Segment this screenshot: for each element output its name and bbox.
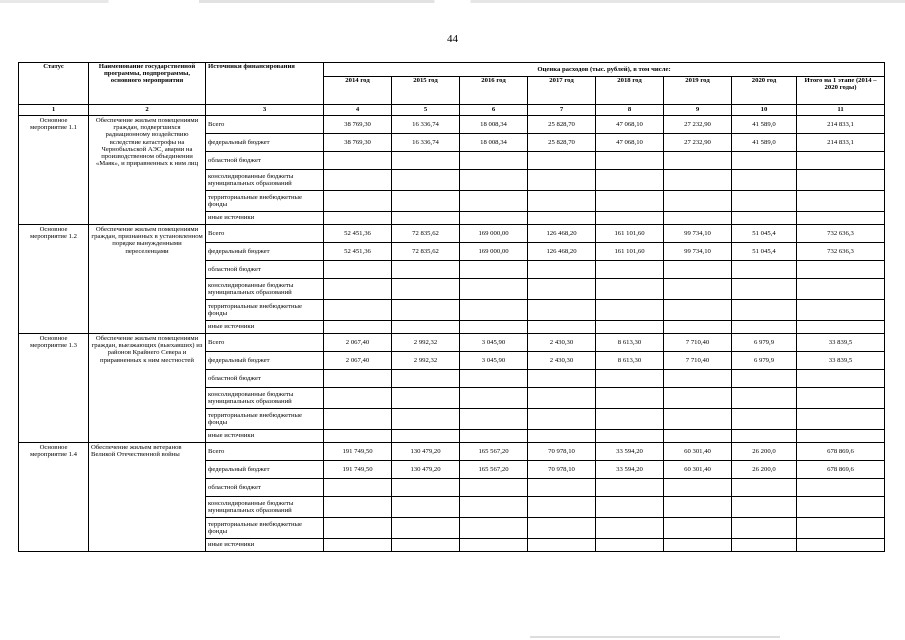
amount-cell: 165 567,20 (460, 443, 528, 461)
amount-cell: 8 613,30 (596, 352, 664, 370)
amount-cell (797, 300, 885, 321)
amount-cell (392, 430, 460, 443)
amount-cell (797, 497, 885, 518)
amount-cell (392, 388, 460, 409)
amount-cell (797, 539, 885, 552)
measure-name: Обеспечение жильем помещениями граждан, признанных в установленном порядке вынужденными переселенцами (89, 225, 206, 334)
amount-cell: 25 828,70 (528, 116, 596, 134)
amount-cell (460, 279, 528, 300)
amount-cell: 161 101,60 (596, 225, 664, 243)
amount-cell: 191 749,50 (324, 443, 392, 461)
amount-cell (797, 279, 885, 300)
funding-source: территориальные внебюджетные фонды (206, 300, 324, 321)
amount-cell (392, 261, 460, 279)
amount-cell: 169 000,00 (460, 225, 528, 243)
amount-cell: 678 869,6 (797, 461, 885, 479)
measure-name: Обеспечение жильем помещениями граждан, выезжающих (выехавших) из районов Крайнего Севера и приравненных к ним местностей (89, 334, 206, 443)
amount-cell (460, 212, 528, 225)
funding-source: областной бюджет (206, 370, 324, 388)
amount-cell (392, 539, 460, 552)
amount-cell (664, 388, 732, 409)
amount-cell: 130 479,20 (392, 443, 460, 461)
amount-cell: 70 978,10 (528, 443, 596, 461)
header-source: Источники финансирования (206, 63, 324, 105)
measure-status: Основное мероприятие 1.3 (19, 334, 89, 443)
column-number: 11 (797, 105, 885, 116)
amount-cell: 38 769,30 (324, 116, 392, 134)
amount-cell: 60 301,40 (664, 443, 732, 461)
funding-source: федеральный бюджет (206, 243, 324, 261)
amount-cell: 3 045,90 (460, 334, 528, 352)
amount-cell (528, 191, 596, 212)
budget-table (18, 62, 885, 552)
amount-cell: 2 992,32 (392, 334, 460, 352)
amount-cell (596, 321, 664, 334)
amount-cell (596, 518, 664, 539)
amount-cell: 27 232,90 (664, 134, 732, 152)
amount-cell (596, 152, 664, 170)
amount-cell: 99 734,10 (664, 243, 732, 261)
column-number: 1 (19, 105, 89, 116)
amount-cell (732, 261, 797, 279)
header-estimate: Оценка расходов (тыс. рублей), в том числе: (324, 63, 885, 77)
amount-cell: 47 068,10 (596, 116, 664, 134)
funding-source: Всего (206, 443, 324, 461)
amount-cell: 2 067,40 (324, 334, 392, 352)
column-number: 2 (89, 105, 206, 116)
amount-cell (664, 279, 732, 300)
measure-name: Обеспечение жильем помещениями граждан, подвергшихся радиационному воздействию вследствие катастрофы на Чернобыльской АЭС, аварии на производственном объединении «Маяк», и приравненных к ним лиц (89, 116, 206, 225)
amount-cell (392, 191, 460, 212)
amount-cell (324, 152, 392, 170)
funding-source: консолидированные бюджеты муниципальных образований (206, 497, 324, 518)
amount-cell (596, 212, 664, 225)
amount-cell (664, 300, 732, 321)
funding-source: иные источники (206, 321, 324, 334)
amount-cell (528, 430, 596, 443)
amount-cell (797, 152, 885, 170)
amount-cell (732, 321, 797, 334)
amount-cell (528, 479, 596, 497)
amount-cell: 169 000,00 (460, 243, 528, 261)
amount-cell (596, 479, 664, 497)
funding-source: областной бюджет (206, 152, 324, 170)
amount-cell (797, 388, 885, 409)
amount-cell: 2 430,30 (528, 334, 596, 352)
column-number: 6 (460, 105, 528, 116)
amount-cell (460, 430, 528, 443)
amount-cell (797, 321, 885, 334)
funding-source: консолидированные бюджеты муниципальных образований (206, 170, 324, 191)
amount-cell (664, 212, 732, 225)
amount-cell: 72 835,62 (392, 243, 460, 261)
amount-cell (324, 370, 392, 388)
amount-cell (797, 430, 885, 443)
amount-cell: 38 769,30 (324, 134, 392, 152)
amount-cell: 165 567,20 (460, 461, 528, 479)
table-body (19, 116, 885, 552)
amount-cell (324, 388, 392, 409)
amount-cell (797, 518, 885, 539)
amount-cell (392, 279, 460, 300)
amount-cell: 130 479,20 (392, 461, 460, 479)
table-header (19, 63, 885, 116)
amount-cell (596, 261, 664, 279)
amount-cell (528, 300, 596, 321)
amount-cell (732, 279, 797, 300)
amount-cell: 214 833,1 (797, 134, 885, 152)
amount-cell: 732 636,3 (797, 225, 885, 243)
amount-cell: 51 045,4 (732, 225, 797, 243)
table-row (19, 225, 885, 243)
amount-cell (596, 370, 664, 388)
amount-cell (324, 191, 392, 212)
column-number: 7 (528, 105, 596, 116)
funding-source: территориальные внебюджетные фонды (206, 191, 324, 212)
amount-cell: 25 828,70 (528, 134, 596, 152)
funding-source: иные источники (206, 430, 324, 443)
amount-cell: 8 613,30 (596, 334, 664, 352)
amount-cell (664, 370, 732, 388)
table-row (19, 116, 885, 134)
header-status: Статус (19, 63, 89, 105)
amount-cell (392, 212, 460, 225)
amount-cell: 47 068,10 (596, 134, 664, 152)
funding-source: Всего (206, 116, 324, 134)
amount-cell (392, 152, 460, 170)
amount-cell: 18 008,34 (460, 116, 528, 134)
amount-cell: 60 301,40 (664, 461, 732, 479)
amount-cell (797, 409, 885, 430)
amount-cell: 18 008,34 (460, 134, 528, 152)
amount-cell: 52 451,36 (324, 243, 392, 261)
amount-cell: 2 067,40 (324, 352, 392, 370)
funding-source: территориальные внебюджетные фонды (206, 409, 324, 430)
amount-cell: 51 045,4 (732, 243, 797, 261)
funding-source: территориальные внебюджетные фонды (206, 518, 324, 539)
amount-cell (324, 518, 392, 539)
header-name: Наименование государственной программы, подпрограммы, основного мероприятия (89, 63, 206, 105)
header-year: 2020 год (732, 77, 797, 105)
amount-cell (664, 152, 732, 170)
amount-cell: 2 430,30 (528, 352, 596, 370)
amount-cell (324, 261, 392, 279)
amount-cell (528, 212, 596, 225)
amount-cell: 16 336,74 (392, 116, 460, 134)
header-year: 2016 год (460, 77, 528, 105)
scan-edge-top (0, 0, 905, 3)
amount-cell: 191 749,50 (324, 461, 392, 479)
amount-cell (797, 191, 885, 212)
amount-cell: 7 710,40 (664, 352, 732, 370)
amount-cell (392, 497, 460, 518)
column-number: 4 (324, 105, 392, 116)
header-year: 2017 год (528, 77, 596, 105)
amount-cell (664, 170, 732, 191)
amount-cell (528, 261, 596, 279)
amount-cell (528, 518, 596, 539)
funding-source: Всего (206, 334, 324, 352)
amount-cell: 214 833,1 (797, 116, 885, 134)
amount-cell (596, 191, 664, 212)
amount-cell (596, 300, 664, 321)
amount-cell (324, 497, 392, 518)
amount-cell (392, 321, 460, 334)
amount-cell (596, 279, 664, 300)
amount-cell (460, 191, 528, 212)
amount-cell (664, 409, 732, 430)
amount-cell (392, 300, 460, 321)
funding-source: федеральный бюджет (206, 461, 324, 479)
amount-cell (460, 170, 528, 191)
amount-cell (460, 409, 528, 430)
measure-status: Основное мероприятие 1.4 (19, 443, 89, 552)
column-number: 10 (732, 105, 797, 116)
amount-cell: 678 869,6 (797, 443, 885, 461)
amount-cell (324, 430, 392, 443)
amount-cell (596, 539, 664, 552)
amount-cell: 33 839,5 (797, 334, 885, 352)
amount-cell (732, 497, 797, 518)
amount-cell (460, 152, 528, 170)
amount-cell (528, 388, 596, 409)
amount-cell (460, 321, 528, 334)
funding-source: Всего (206, 225, 324, 243)
amount-cell (460, 370, 528, 388)
amount-cell (460, 388, 528, 409)
header-year: 2014 год (324, 77, 392, 105)
amount-cell (596, 409, 664, 430)
amount-cell (528, 409, 596, 430)
amount-cell: 3 045,90 (460, 352, 528, 370)
amount-cell (664, 430, 732, 443)
amount-cell (732, 370, 797, 388)
amount-cell (664, 479, 732, 497)
amount-cell (596, 388, 664, 409)
measure-name: Обеспечение жильем ветеранов Великой Отечественной войны (89, 443, 206, 552)
amount-cell (797, 479, 885, 497)
amount-cell (797, 370, 885, 388)
amount-cell (392, 518, 460, 539)
table-row (19, 443, 885, 461)
amount-cell (460, 479, 528, 497)
column-number: 8 (596, 105, 664, 116)
amount-cell (596, 170, 664, 191)
amount-cell (324, 321, 392, 334)
funding-source: областной бюджет (206, 479, 324, 497)
amount-cell: 33 839,5 (797, 352, 885, 370)
amount-cell: 72 835,62 (392, 225, 460, 243)
amount-cell: 70 978,10 (528, 461, 596, 479)
amount-cell: 161 101,60 (596, 243, 664, 261)
amount-cell (797, 212, 885, 225)
header-year: 2019 год (664, 77, 732, 105)
amount-cell (324, 170, 392, 191)
amount-cell (797, 261, 885, 279)
scan-edge-bottom (530, 636, 780, 638)
table-row (19, 334, 885, 352)
amount-cell: 2 992,32 (392, 352, 460, 370)
amount-cell (664, 539, 732, 552)
amount-cell: 41 589,0 (732, 116, 797, 134)
amount-cell (664, 497, 732, 518)
page-number: 44 (447, 33, 458, 45)
amount-cell: 126 468,20 (528, 225, 596, 243)
funding-source: консолидированные бюджеты муниципальных образований (206, 279, 324, 300)
amount-cell (664, 321, 732, 334)
amount-cell (324, 539, 392, 552)
amount-cell (460, 497, 528, 518)
amount-cell (596, 430, 664, 443)
header-year: Итого на 1 этапе (2014 – 2020 годы) (797, 77, 885, 105)
header-year: 2018 год (596, 77, 664, 105)
amount-cell (324, 212, 392, 225)
amount-cell: 6 979,9 (732, 334, 797, 352)
amount-cell (596, 497, 664, 518)
amount-cell: 33 594,20 (596, 461, 664, 479)
measure-status: Основное мероприятие 1.1 (19, 116, 89, 225)
amount-cell: 41 589,0 (732, 134, 797, 152)
amount-cell (732, 191, 797, 212)
amount-cell (460, 539, 528, 552)
funding-source: федеральный бюджет (206, 134, 324, 152)
amount-cell (324, 300, 392, 321)
amount-cell: 52 451,36 (324, 225, 392, 243)
column-number: 9 (664, 105, 732, 116)
funding-source: иные источники (206, 212, 324, 225)
amount-cell (324, 479, 392, 497)
amount-cell (732, 170, 797, 191)
measure-status: Основное мероприятие 1.2 (19, 225, 89, 334)
funding-source: консолидированные бюджеты муниципальных образований (206, 388, 324, 409)
amount-cell (732, 479, 797, 497)
amount-cell: 732 636,3 (797, 243, 885, 261)
header-year: 2015 год (392, 77, 460, 105)
amount-cell (732, 300, 797, 321)
amount-cell (528, 321, 596, 334)
amount-cell (732, 212, 797, 225)
funding-source: иные источники (206, 539, 324, 552)
amount-cell (460, 518, 528, 539)
amount-cell (460, 300, 528, 321)
amount-cell (392, 170, 460, 191)
amount-cell (528, 279, 596, 300)
amount-cell (392, 409, 460, 430)
amount-cell (528, 539, 596, 552)
amount-cell (528, 152, 596, 170)
amount-cell (732, 539, 797, 552)
amount-cell: 6 979,9 (732, 352, 797, 370)
amount-cell (460, 261, 528, 279)
amount-cell (732, 430, 797, 443)
amount-cell (732, 518, 797, 539)
amount-cell (392, 370, 460, 388)
amount-cell: 26 200,0 (732, 461, 797, 479)
amount-cell (732, 409, 797, 430)
amount-cell (797, 170, 885, 191)
amount-cell (392, 479, 460, 497)
amount-cell: 126 468,20 (528, 243, 596, 261)
amount-cell: 7 710,40 (664, 334, 732, 352)
amount-cell (732, 388, 797, 409)
column-number: 5 (392, 105, 460, 116)
amount-cell (528, 497, 596, 518)
amount-cell: 27 232,90 (664, 116, 732, 134)
amount-cell: 33 594,20 (596, 443, 664, 461)
amount-cell: 16 336,74 (392, 134, 460, 152)
amount-cell (324, 409, 392, 430)
amount-cell (324, 279, 392, 300)
funding-source: областной бюджет (206, 261, 324, 279)
amount-cell (664, 518, 732, 539)
amount-cell (528, 370, 596, 388)
column-number: 3 (206, 105, 324, 116)
amount-cell (732, 152, 797, 170)
amount-cell (528, 170, 596, 191)
amount-cell: 99 734,10 (664, 225, 732, 243)
amount-cell (664, 191, 732, 212)
amount-cell: 26 200,0 (732, 443, 797, 461)
funding-source: федеральный бюджет (206, 352, 324, 370)
amount-cell (664, 261, 732, 279)
